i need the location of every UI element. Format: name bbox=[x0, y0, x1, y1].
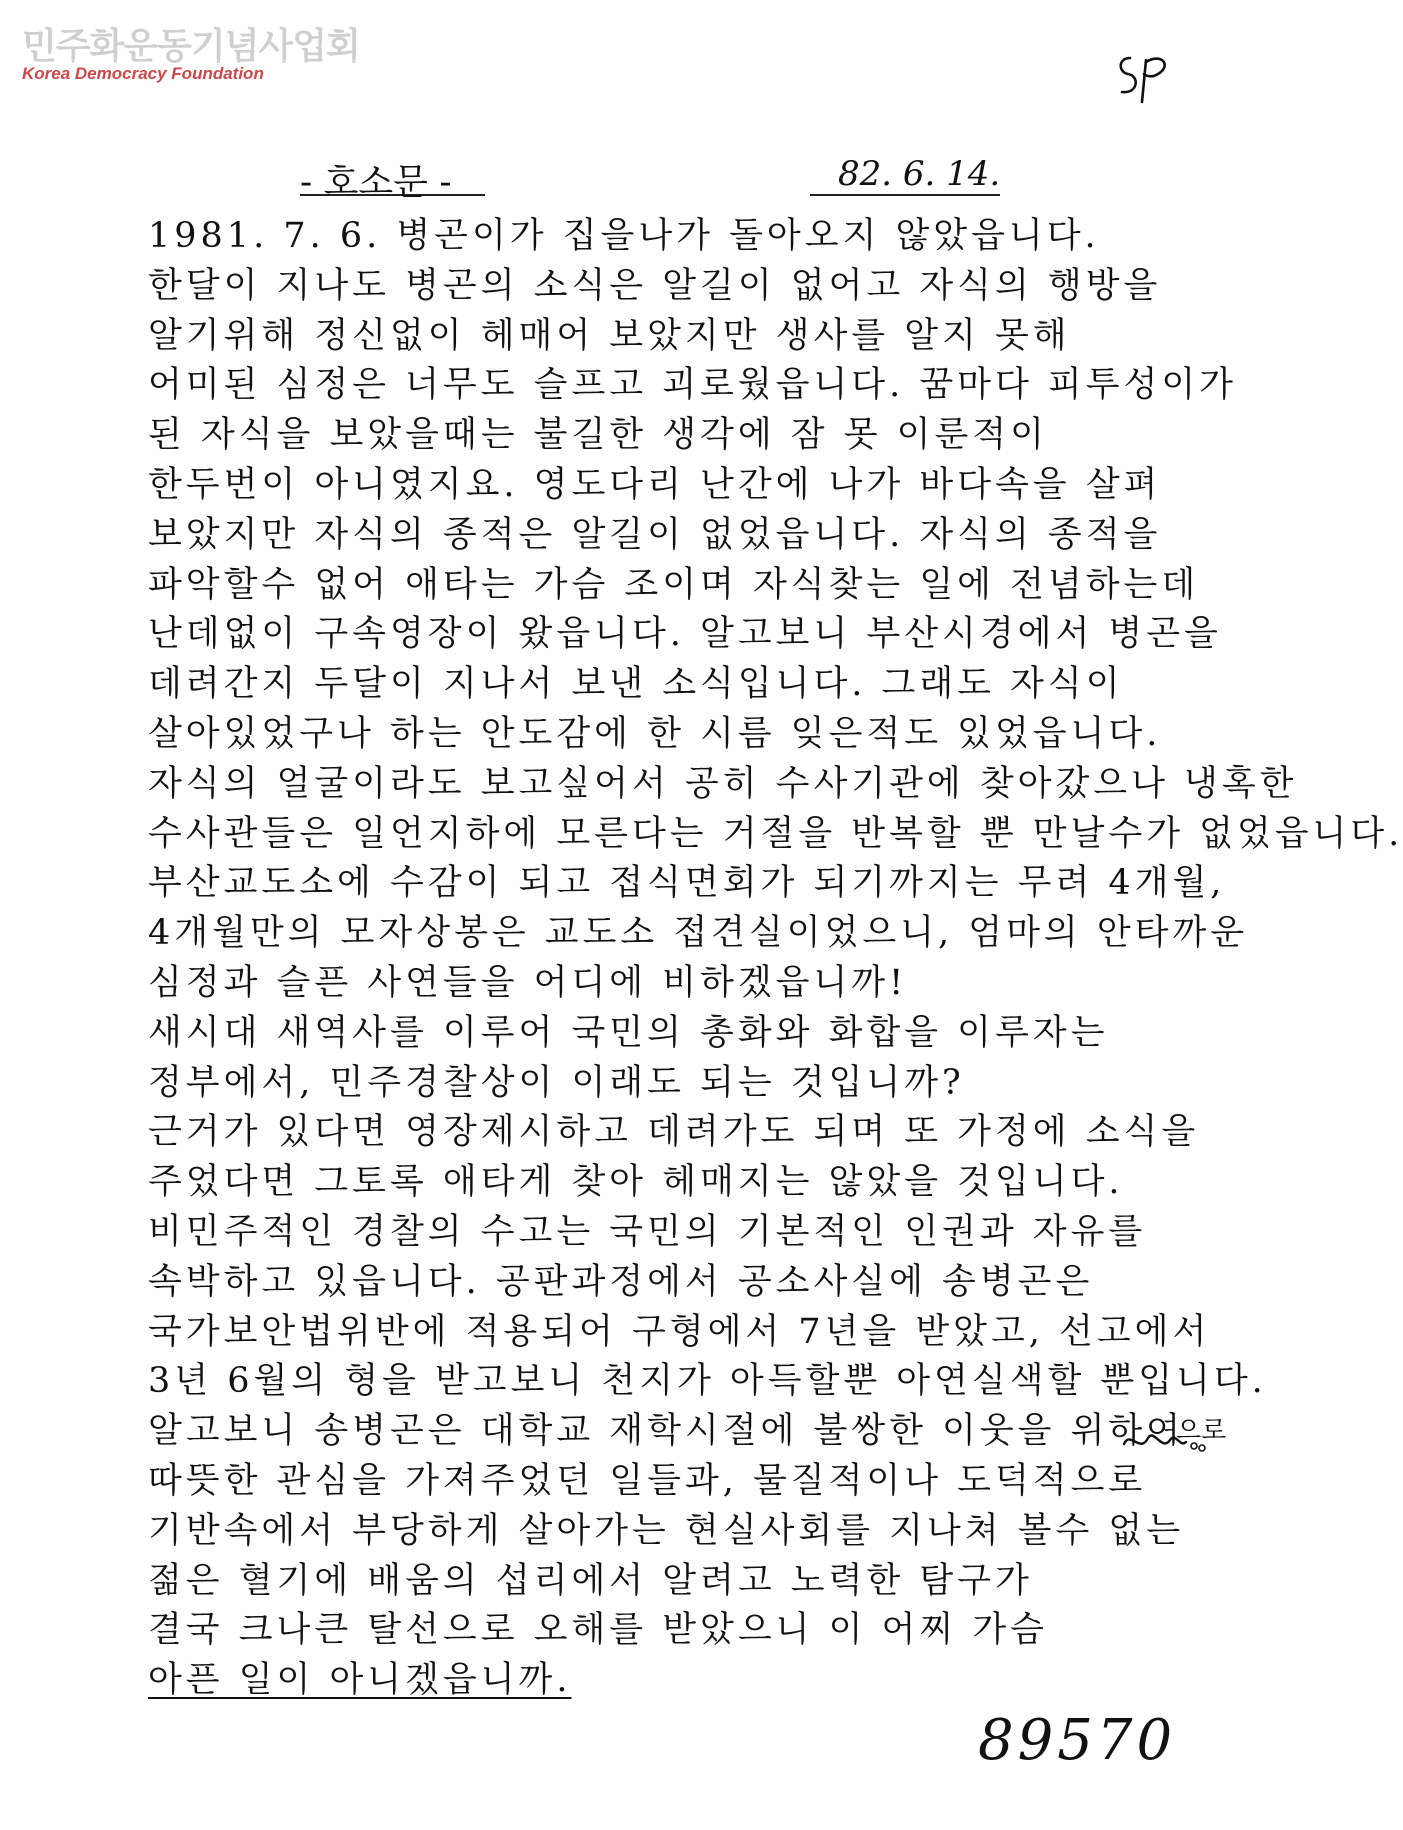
letter-line: 비민주적인 경찰의 수고는 국민의 기본적인 인권과 자유를 bbox=[148, 1211, 1147, 1252]
letter-line: 속박하고 있읍니다. 공판과정에서 공소사실에 송병곤은 bbox=[148, 1261, 1094, 1302]
letter-line: 부산교도소에 수감이 되고 접식면회가 되기까지는 무려 4개월, bbox=[148, 863, 1226, 904]
letter-line: 자식의 얼굴이라도 보고싶어서 공히 수사기관에 찾아갔으나 냉혹한 bbox=[148, 763, 1298, 804]
letter-line: 따뜻한 관심을 가져주었던 일들과, 물질적이나 도덕적으로 bbox=[148, 1460, 1147, 1501]
letter-line: 심정과 슬픈 사연들을 어디에 비하겠읍니까! bbox=[148, 962, 908, 1003]
document-date: 82. 6. 14. bbox=[838, 154, 1001, 194]
org-watermark-english: Korea Democracy Foundation bbox=[22, 64, 264, 83]
org-watermark-korean: 민주화운동기념사업회 bbox=[22, 26, 360, 67]
letter-body bbox=[148, 212, 1403, 1706]
letter-line: 3년 6월의 형을 받고보니 천지가 아득할뿐 아연실색할 뿐입니다. bbox=[148, 1361, 1267, 1402]
letter-line: 결국 크나큰 탈선으로 오해를 받았으니 이 어찌 가슴 bbox=[148, 1610, 1048, 1651]
letter-line: 아픈 일이 아니겠읍니까. bbox=[148, 1660, 572, 1701]
handwritten-initials-mark bbox=[1112, 44, 1174, 106]
letter-line: 1981. 7. 6. 병곤이가 집을나가 돌아오지 않았읍니다. bbox=[148, 216, 1100, 256]
document-title: - 호소문 - bbox=[300, 162, 452, 203]
margin-correction-note: 으로 bbox=[1176, 1416, 1227, 1446]
letter-line: 젊은 혈기에 배움의 섭리에서 알려고 노력한 탐구가 bbox=[148, 1560, 1033, 1601]
letter-line: 한달이 지나도 병곤의 소식은 알길이 없어고 자식의 행방을 bbox=[148, 265, 1162, 306]
letter-line: 알고보니 송병곤은 대학교 재학시절에 불쌍한 이웃을 위하여 bbox=[148, 1411, 1185, 1452]
document-heading bbox=[0, 150, 1328, 203]
letter-line: 수사관들은 일언지하에 모른다는 거절을 반복할 뿐 만날수가 없었읍니다. bbox=[148, 813, 1403, 854]
letter-line: 주었다면 그토록 애타게 찾아 헤매지는 않았을 것입니다. bbox=[148, 1162, 1124, 1203]
letter-line: 난데없이 구속영장이 왔읍니다. 알고보니 부산시경에서 병곤을 bbox=[148, 614, 1222, 655]
date-underline bbox=[810, 194, 1000, 196]
letter-line: 어미된 심정은 너무도 슬프고 괴로웠읍니다. 꿈마다 피투성이가 bbox=[148, 365, 1237, 406]
letter-line: 새시대 새역사를 이루어 국민의 총화와 화합을 이루자는 bbox=[148, 1012, 1109, 1053]
letter-line: 한두번이 아니였지요. 영도다리 난간에 나가 바다속을 살펴 bbox=[148, 464, 1162, 505]
letter-line: 국가보안법위반에 적용되어 구형에서 7년을 받았고, 선고에서 bbox=[148, 1311, 1211, 1352]
letter-line: 기반속에서 부당하게 살아가는 현실사회를 지나쳐 볼수 없는 bbox=[148, 1510, 1185, 1551]
letter-line: 보았지만 자식의 종적은 알길이 없었읍니다. 자식의 종적을 bbox=[148, 514, 1162, 555]
letter-line: 알기위해 정신없이 헤매어 보았지만 생사를 알지 못해 bbox=[148, 315, 1071, 356]
letter-line: 4개월만의 모자상봉은 교도소 접견실이었으니, 엄마의 안타까운 bbox=[148, 913, 1249, 954]
letter-line: 정부에서, 민주경찰상이 이래도 되는 것입니까? bbox=[148, 1062, 965, 1103]
letter-line: 근거가 있다면 영장제시하고 데려가도 되며 또 가정에 소식을 bbox=[148, 1112, 1200, 1153]
letter-line: 파악할수 없어 애타는 가슴 조이며 자식찾는 일에 전념하는데 bbox=[148, 564, 1200, 605]
letter-line: 데려간지 두달이 지나서 보낸 소식입니다. 그래도 자식이 bbox=[148, 664, 1124, 705]
document-number: 89570 bbox=[978, 1708, 1177, 1773]
letter-line: 된 자식을 보았을때는 불길한 생각에 잠 못 이룬적이 bbox=[148, 415, 1048, 456]
letter-line: 살아있었구나 하는 안도감에 한 시름 잊은적도 있었읍니다. bbox=[148, 713, 1162, 754]
